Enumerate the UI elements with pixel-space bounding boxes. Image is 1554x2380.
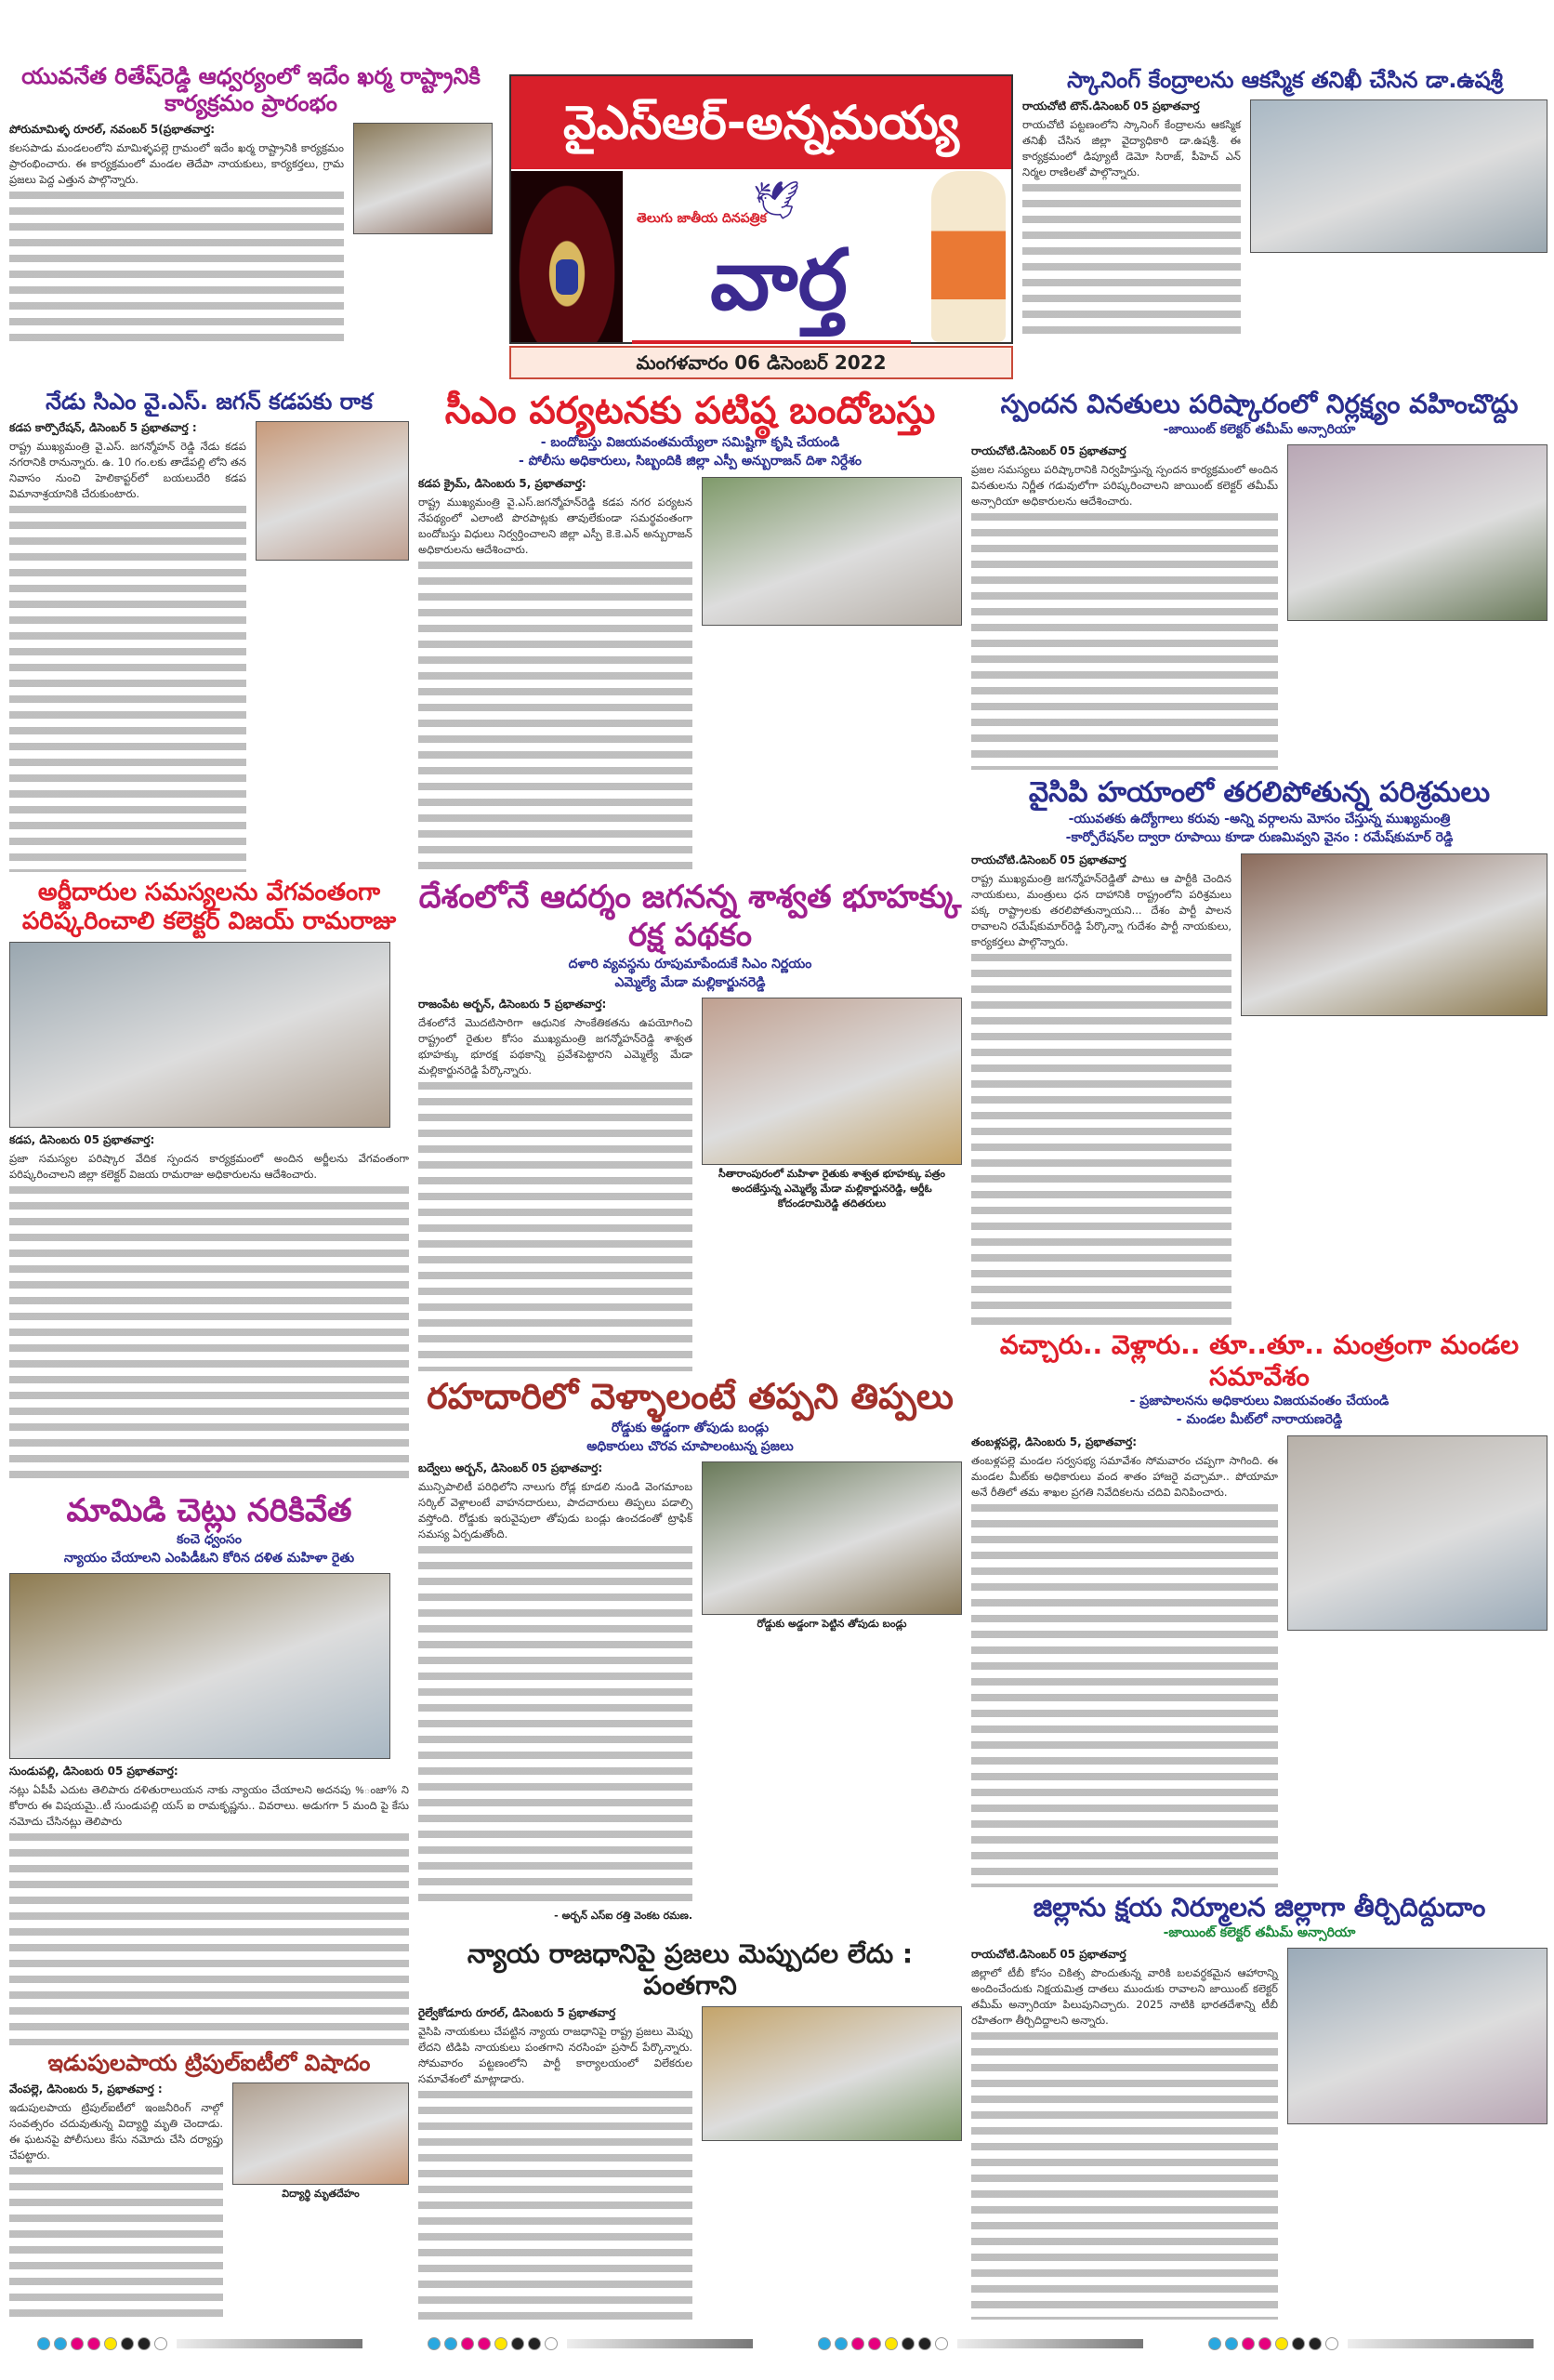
registration-dot: [87, 2337, 100, 2350]
article-photo: [1287, 1435, 1547, 1631]
article-figure: [256, 421, 409, 872]
article-figure: [1241, 853, 1547, 1325]
article-content: [1022, 99, 1547, 342]
article-headline[interactable]: సీఎం పర్యటనకు పటిష్ఠ బందోబస్తు: [444, 390, 936, 432]
news-article: [1022, 67, 1547, 342]
article-body: మున్సిపాలిటీ పరిధిలోని నాలుగు రోడ్ల కూడలి నుండి వెంగమాంబ సర్కిల్ వెళ్లాలంటే వాహనదారులు, పాదచారులు తిప్పలు పడాల్సి వస్తోంది. రోడ్డుకు ఇరువైపులా తోపుడు బండ్లు ఉంచడంతో ట్రాఫిక్ సమస్య ఏర్పడుతోంది.: [418, 1480, 692, 1541]
article-figure: [1287, 444, 1547, 770]
registration-dot: [1208, 2337, 1221, 2350]
article-body-continuation: [971, 509, 1278, 770]
registration-dot: [71, 2337, 84, 2350]
article-body-continuation: [9, 2163, 223, 2320]
article-body-continuation: [418, 558, 692, 872]
article-text-column: [971, 444, 1278, 770]
article-headline[interactable]: దేశంలోనే ఆదర్శం జగనన్న శాశ్వత భూహక్కు రక్ష పథకం: [418, 879, 962, 954]
article-figure: [353, 123, 493, 342]
grey-scale-bar: [567, 2339, 753, 2348]
article-subheadline: - పోలీసు అధికారులు, సిబ్బందికి జిల్లా ఎస్పీ అన్బురాజన్ దిశా నిర్దేశం: [519, 454, 862, 469]
article-photo: [702, 477, 962, 626]
article-photo: [1250, 99, 1547, 253]
masthead-tagline: తెలుగు జాతీయ దినపత్రిక: [637, 211, 767, 226]
registration-dot: [868, 2337, 881, 2350]
news-article: [9, 879, 409, 1483]
article-figure: [232, 2082, 409, 2320]
article-figure: [9, 1573, 390, 1759]
registration-dot: [1258, 2337, 1271, 2350]
article-text-column: [9, 1133, 409, 1483]
registration-dot: [1292, 2337, 1305, 2350]
article-text-column: [971, 1435, 1278, 1887]
article-dateline: తంబళ్లపల్లె, డిసెంబరు 5, ప్రభాతవార్త:: [971, 1435, 1138, 1448]
article-text-column: [971, 853, 1231, 1325]
article-subheadline: న్యాయం చేయాలని ఎంపిడీఓని కోరిన దళిత మహిళా రైతు: [63, 1551, 355, 1567]
article-body-continuation: [9, 502, 246, 872]
article-content: [418, 477, 962, 872]
article-text-column: [418, 1461, 692, 1924]
article-text-column: [418, 477, 692, 872]
news-article: [971, 776, 1547, 1325]
registration-dot: [818, 2337, 831, 2350]
article-body: వైసిపి నాయకులు చేపట్టిన న్యాయ రాజధానిపై రాష్ట్ర ప్రజలు మెప్పు లేదని టిడిపి నాయకులు పంతగాని నరసింహ ప్రసాద్ పేర్కొన్నారు. సోమవారం పట్టణంలోని పార్టీ కార్యాలయంలో విలేకరుల సమావేశంలో మాట్లాడారు.: [418, 2025, 692, 2086]
registration-dot: [121, 2337, 134, 2350]
article-body: ప్రజల సమస్యలు పరిష్కారానికి నిర్వహిస్తున్న స్పందన కార్యక్రమంలో అందిన వినతులను నిర్ణీత గడువులోగా పరిష్కరించాలని జాయింట్ కలెక్టర్ తమీమ్ అన్సారియా అధికారులను ఆదేశించారు.: [971, 462, 1278, 508]
article-subheadline: కంచె ధ్వంసం: [177, 1531, 242, 1547]
article-body: దేశంలోనే మొదటిసారిగా ఆధునిక సాంకేతికతను ఉపయోగించి రాష్ట్రంలో రైతుల కోసం ముఖ్యమంత్రి జగన్మోహన్‌రెడ్డి శాశ్వత భూహక్కు భూరక్ష పథకాన్ని ప్రవేశపెట్టారని ఎమ్మెల్యే మేడా మల్లికార్జునరెడ్డి పేర్కొన్నారు.: [418, 1016, 692, 1078]
article-headline[interactable]: రహదారిలో వెళ్ళాలంటే తప్పని తిప్పలు: [427, 1376, 954, 1417]
article-body: రాయచోటి పట్టణంలోని స్కానింగ్ కేంద్రాలను ఆకస్మిక తనిఖీ చేసిన జిల్లా వైద్యాధికారి డా.ఉషశ్రీ. ఈ కార్యక్రమంలో డిప్యూటీ డెమో సిరాజ్, పీహెచ్ ఎన్ నిర్మల రాణిలతో పాల్గొన్నారు.: [1022, 117, 1241, 178]
article-body: కలసపాడు మండలంలోని మామిళ్ళపల్లె గ్రామంలో ఇదేం ఖర్మ రాష్ట్రానికి కార్యక్రమం ప్రారంభించారు. ఈ కార్యక్రమంలో మండల తెదేపా నాయకులు, కార్యకర్తలు, గ్రామ ప్రజలు పెద్ద ఎత్తున పాల్గొన్నారు.: [9, 140, 344, 186]
article-figure: [1287, 1435, 1547, 1887]
article-content: [9, 2082, 409, 2320]
news-article: [971, 1329, 1547, 1887]
article-content: [9, 123, 493, 342]
article-photo: [1287, 1948, 1547, 2124]
article-text-column: [971, 1948, 1278, 2320]
article-dateline: పోరుమామిళ్ళ రూరల్, నవంబర్ 5(ప్రభాతవార్త:: [9, 122, 216, 136]
article-headline[interactable]: స్పందన వినతులు పరిష్కారంలో నిర్లక్ష్యం వహించొద్దు: [1000, 389, 1519, 419]
article-body: రాష్ట్ర ముఖ్యమంత్రి వై.ఎస్. జగన్మోహన్ రెడ్డి నేడు కడప నగరానికి రానున్నారు. ఉ. 10 గం.లకు తాడేపల్లి లోని తన నివాసం నుంచి హెలికాప్టర్‌లో బయలుదేరి కడప విమానాశ్రయానికి చేరుకుంటారు.: [9, 439, 246, 500]
article-figure: [1287, 1948, 1547, 2320]
annamayya-image: [931, 171, 1006, 342]
article-headline[interactable]: వైసిపి హయాంలో తరలిపోతున్న పరిశ్రమలు: [1028, 776, 1491, 809]
registration-dot: [1242, 2337, 1255, 2350]
grey-scale-bar: [1348, 2339, 1534, 2348]
article-text-column: [9, 123, 344, 342]
article-body-continuation: [971, 2029, 1278, 2320]
article-body: నట్లు ఏపీపీ ఎదుట తెలిపారు దళితురాలుయన నాకు న్యాయం చేయాలని అదనపు %ంజా% ని కోరారు ఈ విషయమై..టీ సుండుపల్లి యస్ ఐ రామకృష్ణను.. వివరాలు. అడుగగా 5 మంది పై కేసు నమోదు చేసినట్లు తెలిపారు: [9, 1783, 409, 1829]
article-body: తంబళ్లపల్లె మండల సర్వసభ్య సమావేశం సోమవారం చప్పగా సాగింది. ఈ మండల మీట్‌కు అధికారులు వంద శాతం హాజరై వచ్చామా.. పోయామా అనే రీతిలో తమ శాఖల ప్రగతి నివేదికలను చదివి వినిపించారు.: [971, 1453, 1278, 1499]
article-subheadline: దళారి వ్యవస్థను రూపుమాపేందుకే సిఎం నిర్ణయం: [568, 956, 812, 972]
registration-dot: [885, 2337, 898, 2350]
article-subheadline: - బందోబస్తు విజయవంతమయ్యేలా సమిష్టిగా కృషి చేయండి: [540, 435, 840, 450]
registration-dot: [478, 2337, 491, 2350]
registration-dot: [37, 2337, 50, 2350]
article-dateline: బద్వేలు అర్బన్, డిసెంబర్ 05 ప్రభాతవార్త:: [418, 1461, 603, 1475]
news-article: [971, 389, 1547, 770]
article-text-column: [9, 421, 246, 872]
article-content: [9, 1573, 409, 2045]
newspaper-name: వార్త: [710, 231, 848, 329]
article-headline[interactable]: యువనేత రితేష్‌రెడ్డి ఆధ్వర్యంలో ఇదేం ఖర్మ రాష్ట్రానికి కార్యక్రమం ప్రారంభం: [21, 63, 481, 116]
registration-dot: [461, 2337, 474, 2350]
article-dateline: కడప, డిసెంబరు 05 ప్రభాతవార్త:: [9, 1133, 155, 1147]
registration-dot: [1309, 2337, 1322, 2350]
article-headline[interactable]: న్యాయ రాజధానిపై ప్రజలు మెప్పుదల లేదు : పంతగాని: [467, 1938, 914, 2001]
article-content: [418, 998, 962, 1371]
registration-dot: [545, 2337, 558, 2350]
article-dateline: రాయచోటి.డిసెంబర్ 05 ప్రభాతవార్త: [971, 443, 1126, 457]
grey-scale-bar: [177, 2339, 362, 2348]
registration-dot: [1225, 2337, 1238, 2350]
registration-dot: [494, 2337, 507, 2350]
registration-dot: [935, 2337, 948, 2350]
article-body: జిల్లాలో టీబీ కోసం చికిత్స పొందుతున్న వారికి బలవర్ధకమైన ఆహారాన్ని అందించేందుకు నిక్షయమిత్ర దాతలు ముందుకు రావాలని జాయింట్ కలెక్టర్ తమీమ్ అన్సారియా పిలుపునిచ్చారు. 2025 నాటికి భారతదేశాన్ని టీబీ రహితంగా తీర్చిదిద్దాలని అన్నారు.: [971, 1965, 1278, 2027]
issue-date: మంగళవారం 06 డిసెంబర్ 2022: [509, 346, 1013, 379]
article-text-column: [418, 998, 692, 1371]
article-subheadline: -జాయింట్ కలెక్టర్ తమీమ్ అన్సారియా: [1163, 1924, 1356, 1940]
registration-dot: [444, 2337, 457, 2350]
article-photo: [232, 2082, 409, 2185]
article-content: [418, 2006, 962, 2320]
grey-scale-bar: [957, 2339, 1143, 2348]
article-figure: [702, 2006, 962, 2320]
news-article: [418, 1376, 962, 1924]
photo-caption: విద్యార్థి మృతదేహం: [282, 2187, 360, 2200]
article-content: [418, 1461, 962, 1924]
masthead: [509, 74, 1013, 344]
article-text-column: [1022, 99, 1241, 342]
registration-dot: [428, 2337, 441, 2350]
news-article: [9, 1492, 409, 2045]
article-dateline: రాయచోటి టౌన్.డిసెంబర్ 05 ప్రభాతవార్త: [1022, 99, 1200, 112]
article-headline[interactable]: ఇడుపులపాయ ట్రిపుల్‌ఐటీలో విషాదం: [47, 2050, 371, 2076]
article-subheadline: ఎమ్మెల్యే మేడా మల్లికార్జునరెడ్డి: [614, 974, 766, 990]
article-body-continuation: [971, 1501, 1278, 1887]
article-figure: [702, 1461, 962, 1924]
color-registration-strip: [0, 2332, 1554, 2354]
article-dateline: రాయచోటి.డిసెంబర్ 05 ప్రభాతవార్త: [971, 853, 1126, 866]
registration-dot: [104, 2337, 117, 2350]
article-subheadline: అధికారులు చొరవ చూపాలంటున్న ప్రజలు: [586, 1438, 794, 1454]
registration-dot: [918, 2337, 931, 2350]
article-headline[interactable]: మామిడి చెట్లు నరికివేత: [66, 1492, 352, 1529]
article-content: [9, 421, 409, 872]
article-dateline: కడప క్రైమ్, డిసెంబరు 5, ప్రభాతవార్త:: [418, 476, 586, 490]
article-body-continuation: [9, 1183, 409, 1483]
article-subheadline: -యువతకు ఉద్యోగాలు కరువు -అన్ని వర్గాలను మోసం చేస్తున్న ముఖ్యమంత్రి: [1068, 812, 1451, 826]
registration-dot: [54, 2337, 67, 2350]
article-body-continuation: [1022, 180, 1241, 342]
news-article: [9, 2050, 409, 2320]
article-subheadline: -కార్పోరేషన్‌ల ద్వారా రూపాయి కూడా రుణమివ్వని వైనం : రమేష్‌కుమార్ రెడ్డి: [1065, 830, 1454, 846]
dove-icon: 🕊: [753, 179, 800, 222]
article-dateline: వేంపల్లె, డిసెంబరు 5, ప్రభాతవార్త :: [9, 2082, 163, 2096]
article-photo: [9, 942, 390, 1128]
deity-image: [511, 171, 623, 342]
article-body: రాష్ట్ర ముఖ్యమంత్రి జగన్మోహన్‌రెడ్డితో పాటు ఆ పార్టీకి చెందిన నాయకులు, మంత్రులు ధన దాహానికి రాష్ట్రంలోని పరిశ్రమలు పక్క రాష్ట్రాలకు తరలిపోతున్నాయని... దేశం పార్టీ పాలన రావాలని రమేష్‌కుమార్‌రెడ్డి పేర్కొన్నా గుదేశం పార్టీ నాయకులు, కార్యకర్తలు పాల్గొన్నారు.: [971, 871, 1231, 948]
article-figure: [9, 942, 390, 1128]
article-dateline: రాయచోటి.డిసెంబర్ 05 ప్రభాతవార్త: [971, 1947, 1126, 1961]
news-article: [418, 1938, 962, 2320]
registration-dot: [154, 2337, 167, 2350]
article-text-column: [9, 2082, 223, 2320]
article-dateline: కడప కార్పొరేషన్, డిసెంబర్ 5 ప్రభాతవార్త :: [9, 420, 197, 434]
article-body-continuation: [418, 1078, 692, 1371]
article-subheadline: - మండల మీట్‌లో నారాయణరెడ్డి: [1176, 1412, 1343, 1428]
article-subheadline: -జాయింట్ కలెక్టర్ తమీమ్ అన్సారియా: [1163, 421, 1356, 437]
article-photo: [1287, 444, 1547, 621]
article-body-continuation: [971, 950, 1231, 1325]
registration-dot: [835, 2337, 848, 2350]
article-headline[interactable]: స్కానింగ్ కేంద్రాలను ఆకస్మిక తనిఖీ చేసిన డా.ఉషశ్రీ: [1067, 67, 1503, 93]
article-body-continuation: [9, 188, 344, 342]
article-dateline: రాజంపేట అర్బన్, డిసెంబరు 5 ప్రభాతవార్త:: [418, 998, 607, 1012]
article-headline[interactable]: అర్జీదారుల సమస్యలను వేగవంతంగా పరిష్కరించాలి కలెక్టర్ విజయ్ రామరాజు: [21, 879, 397, 936]
photo-caption: రోడ్డుకు అడ్డంగా పెట్టిన తోపుడు బండ్లు: [757, 1618, 907, 1631]
masthead-title: వైఎస్ఆర్-అన్నమయ్య: [511, 76, 1011, 169]
registration-dot: [511, 2337, 524, 2350]
photo-caption: సీతారాంపురంలో మహిళా రైతుకు శాశ్వత భూహక్కు పత్రం అందజేస్తున్న ఎమ్మెల్యే మేడా మల్లికార్జునరెడ్డి, ఆర్డీఓ కోదండరామిరెడ్డి తదితరులు: [718, 1168, 945, 1210]
masthead-underline: [632, 340, 911, 344]
article-body-continuation: [9, 1830, 409, 2045]
article-body: ఇడుపులపాయ ట్రిపుల్‌ఐటీలో ఇంజనీరింగ్ నాల్గో సంవత్సరం చదువుతున్న విద్యార్థి మృతి చెందాడు. ఈ ఘటనపై పోలీసులు కేసు నమోదు చేసి దర్యాప్తు చేపట్టారు.: [9, 2100, 223, 2162]
article-body-continuation: [418, 1542, 692, 1908]
article-dateline: రైల్వేకోడూరు రూరల్, డిసెంబరు 5 ప్రభాతవార్త: [418, 2006, 616, 2020]
article-subheadline: రోడ్డుకు అడ్డంగా తోపుడు బండ్లు: [611, 1420, 770, 1435]
article-text-column: [418, 2006, 692, 2320]
article-dateline: సుండుపల్లి, డిసెంబరు 05 ప్రభాతవార్త:: [9, 1765, 178, 1778]
article-subheadline: - ప్రజాపాలనను అధికారులు విజయవంతం చేయండి: [1129, 1394, 1389, 1409]
article-photo: [353, 123, 493, 234]
news-article: [418, 879, 962, 1371]
article-photo: [9, 1573, 390, 1759]
article-headline[interactable]: జిల్లాను క్షయ నిర్మూలన జిల్లాగా తీర్చిదిద్దుదాం: [1033, 1892, 1486, 1923]
registration-dot: [138, 2337, 151, 2350]
article-content: [971, 853, 1547, 1325]
article-photo: [256, 421, 409, 561]
article-body: ప్రజా సమస్యల పరిష్కార వేదిక స్పందన కార్యక్రమంలో అందిన అర్జీలను వేగవంతంగా పరిష్కరించాలని జిల్లా కలెక్టర్ విజయ రామరాజు అధికారులను ఆదేశించారు.: [9, 1152, 409, 1182]
news-article: [971, 1892, 1547, 2320]
article-content: [971, 1435, 1547, 1887]
news-article: [9, 389, 409, 872]
registration-dot: [851, 2337, 864, 2350]
article-photo: [702, 2006, 962, 2141]
news-article: [418, 389, 962, 872]
article-figure: [702, 998, 962, 1371]
article-headline[interactable]: వచ్చారు.. వెళ్లారు.. తూ..తూ.. మంత్రంగా మండల సమావేశం: [999, 1329, 1520, 1392]
article-text-column: [9, 1765, 409, 2045]
article-photo: [702, 998, 962, 1165]
article-signoff: - అర్బన్ ఎస్ఐ రత్తి వెంకట రమణ.: [554, 1910, 692, 1922]
registration-dot: [902, 2337, 915, 2350]
article-photo: [1241, 853, 1547, 1016]
article-content: [971, 1948, 1547, 2320]
article-content: [971, 444, 1547, 770]
article-body: రాష్ట్ర ముఖ్యమంత్రి వై.ఎస్.జగన్మోహన్‌రెడ్డి కడప నగర పర్యటన నేపథ్యంలో ఎలాంటి పొరపాట్లకు తావులేకుండా సమర్థవంతంగా బందోబస్తు విధులు నిర్వర్తించాలని జిల్లా ఎస్పీ కె.కె.ఎన్ అన్బురాజన్ అధికారులను ఆదేశించారు.: [418, 495, 692, 556]
article-body-continuation: [418, 2087, 692, 2320]
registration-dot: [528, 2337, 541, 2350]
registration-dot: [1275, 2337, 1288, 2350]
article-headline[interactable]: నేడు సిఎం వై.ఎస్. జగన్ కడపకు రాక: [46, 389, 373, 415]
article-figure: [702, 477, 962, 872]
article-figure: [1250, 99, 1547, 342]
article-photo: [702, 1461, 962, 1615]
registration-dot: [1325, 2337, 1338, 2350]
news-article: [9, 63, 493, 342]
article-content: [9, 942, 409, 1483]
